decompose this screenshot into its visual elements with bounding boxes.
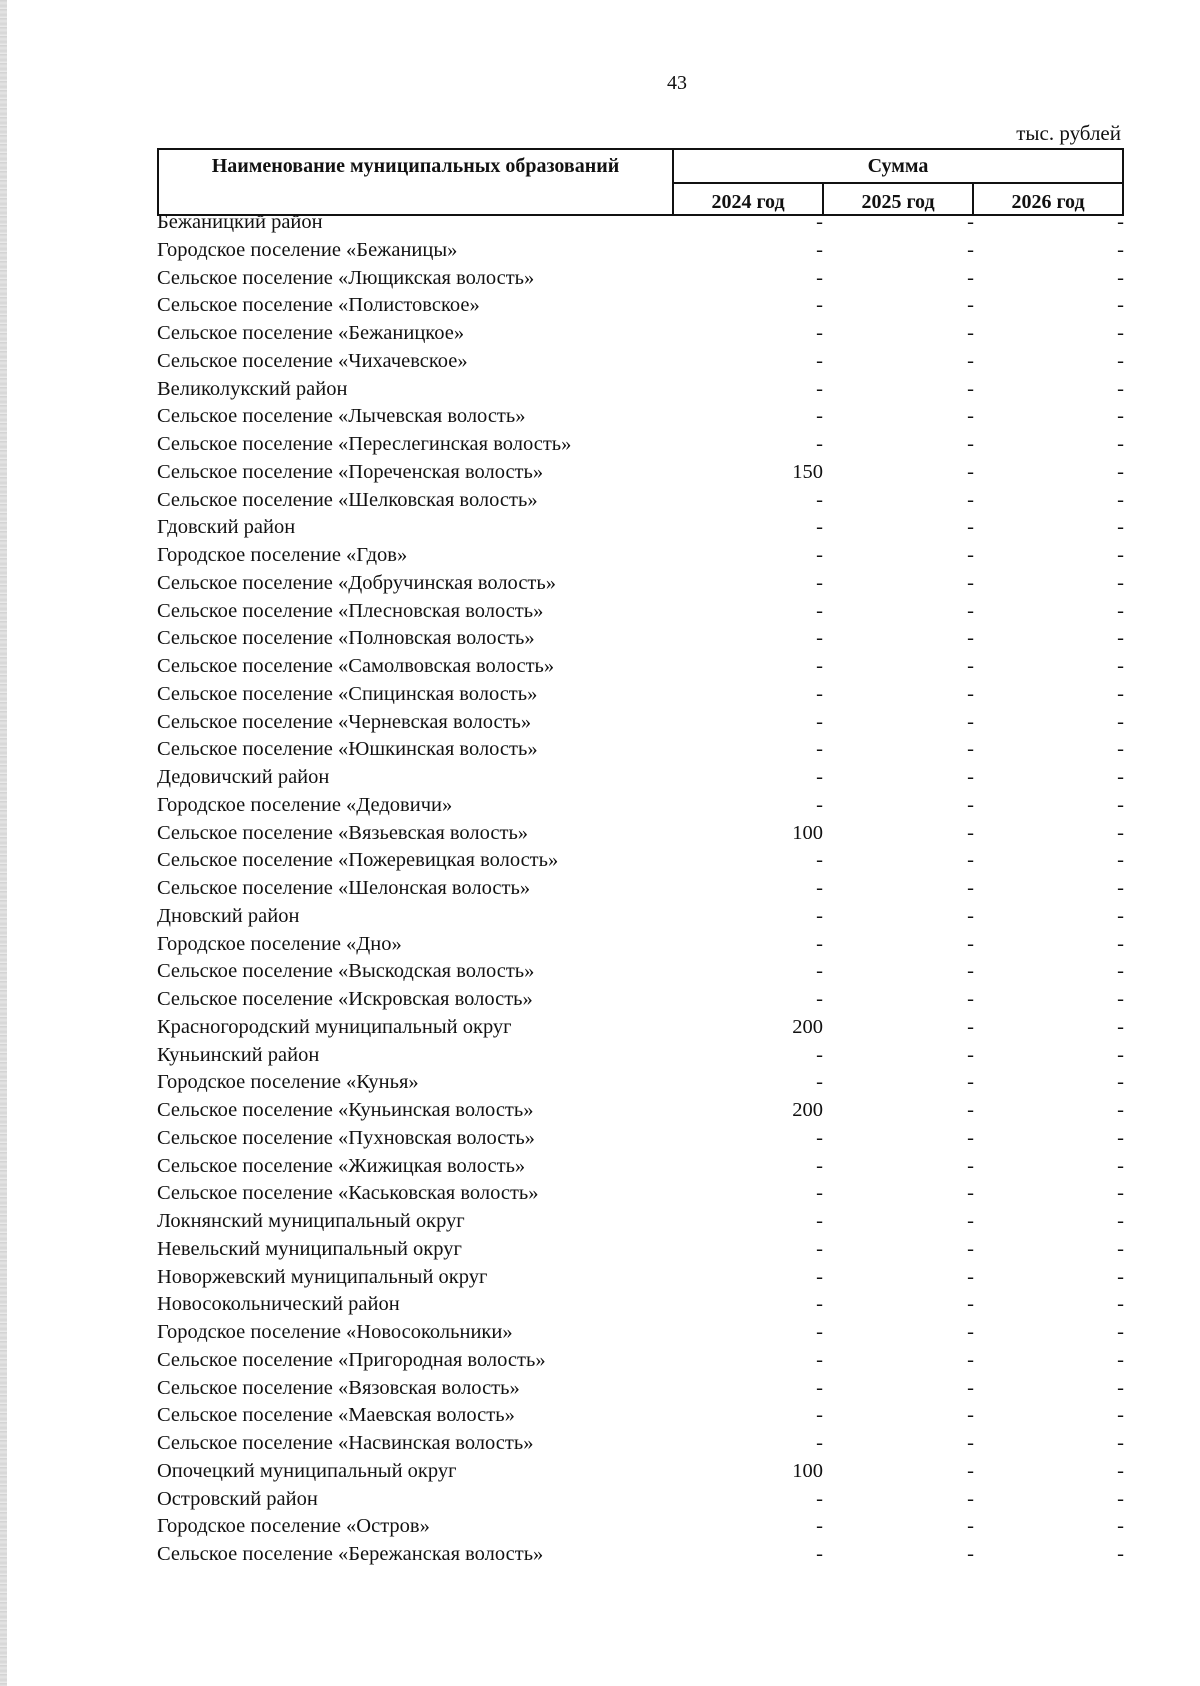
table-row bbox=[0, 1238, 1200, 1266]
value-2024: - bbox=[816, 932, 823, 955]
table-row bbox=[0, 766, 1200, 794]
table-row bbox=[0, 544, 1200, 572]
value-2025: - bbox=[967, 793, 974, 816]
value-2026: - bbox=[1117, 460, 1124, 483]
value-2026: - bbox=[1117, 1376, 1124, 1399]
value-2024: 200 bbox=[792, 1015, 823, 1038]
value-2024: - bbox=[816, 1126, 823, 1149]
row-name: Городское поселение «Дно» bbox=[157, 932, 402, 955]
value-2025: - bbox=[967, 1376, 974, 1399]
value-2025: - bbox=[967, 988, 974, 1010]
value-2025: - bbox=[967, 1404, 974, 1427]
table-row bbox=[0, 683, 1200, 711]
value-2025: - bbox=[967, 1543, 974, 1565]
row-name: Городское поселение «Остров» bbox=[157, 1515, 430, 1538]
value-2025: - bbox=[967, 1515, 974, 1538]
value-2025: - bbox=[967, 1210, 974, 1232]
table-row bbox=[0, 1432, 1200, 1460]
value-2024: - bbox=[816, 1404, 823, 1427]
value-2024: - bbox=[816, 544, 823, 566]
row-name: Сельское поселение «Черневская волость» bbox=[157, 710, 532, 733]
table-row bbox=[0, 1155, 1200, 1183]
row-name: Сельское поселение «Куньинская волость» bbox=[157, 1099, 534, 1121]
value-2025: - bbox=[967, 1126, 974, 1149]
table-row bbox=[0, 378, 1200, 406]
value-2026: - bbox=[1117, 1515, 1124, 1538]
value-2026: - bbox=[1117, 1293, 1124, 1316]
value-2025: - bbox=[967, 1154, 974, 1177]
value-2026: - bbox=[1117, 1071, 1124, 1094]
row-name: Сельское поселение «Добручинская волость» bbox=[157, 571, 556, 594]
value-2024: - bbox=[816, 294, 823, 317]
value-2024: - bbox=[816, 1376, 823, 1399]
row-name: Сельское поселение «Каськовская волость» bbox=[157, 1182, 539, 1205]
table-row bbox=[0, 1182, 1200, 1210]
value-2024: - bbox=[816, 1432, 823, 1454]
table-row bbox=[0, 211, 1200, 239]
value-2026: - bbox=[1117, 1126, 1124, 1149]
value-2026: - bbox=[1117, 571, 1124, 594]
table-row bbox=[0, 572, 1200, 600]
value-2025: - bbox=[967, 571, 974, 594]
row-name: Опочецкий муниципальный округ bbox=[157, 1459, 457, 1482]
value-2024: - bbox=[816, 1543, 823, 1565]
value-2024: 100 bbox=[792, 1459, 823, 1482]
value-2024: - bbox=[816, 710, 823, 733]
units-label: тыс. рублей bbox=[1016, 121, 1121, 145]
table-row bbox=[0, 877, 1200, 905]
value-2026: - bbox=[1117, 738, 1124, 761]
table-row bbox=[0, 1016, 1200, 1044]
value-2025: - bbox=[967, 1237, 974, 1260]
value-2026: - bbox=[1117, 1182, 1124, 1205]
row-name: Сельское поселение «Жижицкая волость» bbox=[157, 1154, 526, 1177]
value-2024: - bbox=[816, 488, 823, 511]
row-name: Сельское поселение «Полновская волость» bbox=[157, 627, 535, 650]
value-2025: - bbox=[967, 516, 974, 539]
table-row bbox=[0, 267, 1200, 295]
value-2024: - bbox=[816, 904, 823, 927]
value-2025: - bbox=[967, 322, 974, 344]
value-2024: - bbox=[816, 1348, 823, 1371]
table-row bbox=[0, 600, 1200, 628]
value-2026: - bbox=[1117, 238, 1124, 261]
value-2026: - bbox=[1117, 849, 1124, 872]
value-2024: - bbox=[816, 682, 823, 705]
value-2026: - bbox=[1117, 1459, 1124, 1482]
value-2026: - bbox=[1117, 932, 1124, 955]
value-2026: - bbox=[1117, 1321, 1124, 1343]
value-2026: - bbox=[1117, 1404, 1124, 1427]
row-name: Сельское поселение «Лющикская волость» bbox=[157, 266, 535, 289]
table-row bbox=[0, 738, 1200, 766]
table-row bbox=[0, 933, 1200, 961]
value-2025: - bbox=[967, 433, 974, 455]
name-column-header: Наименование муниципальных образований bbox=[158, 149, 673, 215]
table-row bbox=[0, 350, 1200, 378]
table-row bbox=[0, 1377, 1200, 1405]
value-2026: - bbox=[1117, 211, 1124, 233]
value-2026: - bbox=[1117, 682, 1124, 705]
sum-column-header: Сумма bbox=[673, 149, 1123, 183]
value-2025: - bbox=[967, 1432, 974, 1454]
value-2026: - bbox=[1117, 1237, 1124, 1260]
value-2024: - bbox=[816, 405, 823, 428]
value-2025: - bbox=[967, 1043, 974, 1066]
table-row bbox=[0, 322, 1200, 350]
value-2026: - bbox=[1117, 1210, 1124, 1232]
row-name: Сельское поселение «Переслегинская волость» bbox=[157, 433, 572, 455]
value-2024: 150 bbox=[792, 460, 823, 483]
row-name: Сельское поселение «Шелковская волость» bbox=[157, 488, 538, 511]
value-2026: - bbox=[1117, 1265, 1124, 1288]
row-name: Сельское поселение «Выскодская волость» bbox=[157, 960, 535, 983]
table-row bbox=[0, 1099, 1200, 1127]
row-name: Гдовский район bbox=[157, 516, 296, 539]
value-2026: - bbox=[1117, 294, 1124, 317]
table-row bbox=[0, 655, 1200, 683]
row-name: Городское поселение «Дедовичи» bbox=[157, 793, 453, 816]
value-2024: - bbox=[816, 793, 823, 816]
table-row bbox=[0, 1293, 1200, 1321]
table-row bbox=[0, 1404, 1200, 1432]
value-2025: - bbox=[967, 544, 974, 566]
value-2024: - bbox=[816, 211, 823, 233]
value-2026: - bbox=[1117, 266, 1124, 289]
value-2026: - bbox=[1117, 322, 1124, 344]
value-2025: - bbox=[967, 1071, 974, 1094]
row-name: Невельский муниципальный округ bbox=[157, 1237, 462, 1260]
value-2024: - bbox=[816, 238, 823, 261]
table-row bbox=[0, 1071, 1200, 1099]
row-name: Новоржевский муниципальный округ bbox=[157, 1265, 488, 1288]
value-2024: - bbox=[816, 433, 823, 455]
table-row bbox=[0, 239, 1200, 267]
value-2026: - bbox=[1117, 1432, 1124, 1454]
value-2025: - bbox=[967, 710, 974, 733]
value-2026: - bbox=[1117, 1543, 1124, 1565]
value-2026: - bbox=[1117, 821, 1124, 844]
value-2026: - bbox=[1117, 877, 1124, 899]
value-2025: - bbox=[967, 766, 974, 788]
value-2025: - bbox=[967, 1182, 974, 1205]
row-name: Сельское поселение «Насвинская волость» bbox=[157, 1432, 534, 1454]
value-2025: - bbox=[967, 266, 974, 289]
row-name: Сельское поселение «Самолвовская волость» bbox=[157, 655, 555, 677]
value-2024: - bbox=[816, 1515, 823, 1538]
year-2025-header: 2025 год bbox=[823, 183, 973, 215]
value-2025: - bbox=[967, 349, 974, 372]
table-row bbox=[0, 1460, 1200, 1488]
value-2026: - bbox=[1117, 960, 1124, 983]
value-2025: - bbox=[967, 377, 974, 400]
row-name: Красногородский муниципальный округ bbox=[157, 1015, 512, 1038]
table-body bbox=[0, 211, 1200, 1571]
row-name: Сельское поселение «Лычевская волость» bbox=[157, 405, 526, 428]
value-2024: - bbox=[816, 1182, 823, 1205]
year-2026-header: 2026 год bbox=[973, 183, 1123, 215]
value-2025: - bbox=[967, 294, 974, 317]
table-row bbox=[0, 822, 1200, 850]
year-2024-header: 2024 год bbox=[673, 183, 823, 215]
table-row bbox=[0, 1266, 1200, 1294]
value-2025: - bbox=[967, 932, 974, 955]
row-name: Куньинский район bbox=[157, 1043, 320, 1066]
value-2026: - bbox=[1117, 405, 1124, 428]
value-2025: - bbox=[967, 1487, 974, 1510]
value-2025: - bbox=[967, 1348, 974, 1371]
value-2024: - bbox=[816, 1487, 823, 1510]
value-2024: - bbox=[816, 627, 823, 650]
table-row bbox=[0, 405, 1200, 433]
value-2026: - bbox=[1117, 1348, 1124, 1371]
value-2026: - bbox=[1117, 1043, 1124, 1066]
row-name: Городское поселение «Бежаницы» bbox=[157, 238, 458, 261]
value-2024: - bbox=[816, 266, 823, 289]
value-2026: - bbox=[1117, 433, 1124, 455]
row-name: Сельское поселение «Пухновская волость» bbox=[157, 1126, 535, 1149]
row-name: Сельское поселение «Спицинская волость» bbox=[157, 682, 538, 705]
value-2024: - bbox=[816, 599, 823, 622]
value-2025: - bbox=[967, 1265, 974, 1288]
table-row bbox=[0, 294, 1200, 322]
table-row bbox=[0, 1488, 1200, 1516]
table-row bbox=[0, 627, 1200, 655]
value-2026: - bbox=[1117, 488, 1124, 511]
row-name: Городское поселение «Кунья» bbox=[157, 1071, 419, 1094]
value-2024: 100 bbox=[792, 821, 823, 844]
row-name: Сельское поселение «Плесновская волость» bbox=[157, 599, 544, 622]
value-2025: - bbox=[967, 960, 974, 983]
value-2025: - bbox=[967, 1459, 974, 1482]
value-2026: - bbox=[1117, 1487, 1124, 1510]
row-name: Сельское поселение «Маевская волость» bbox=[157, 1404, 515, 1427]
table-row bbox=[0, 1543, 1200, 1571]
value-2024: - bbox=[816, 571, 823, 594]
value-2024: - bbox=[816, 655, 823, 677]
table-row bbox=[0, 794, 1200, 822]
value-2025: - bbox=[967, 488, 974, 511]
row-name: Островский район bbox=[157, 1487, 318, 1510]
table-row bbox=[0, 1210, 1200, 1238]
value-2024: - bbox=[816, 738, 823, 761]
row-name: Локнянский муниципальный округ bbox=[157, 1210, 465, 1232]
table-row bbox=[0, 433, 1200, 461]
row-name: Сельское поселение «Искровская волость» bbox=[157, 988, 533, 1010]
row-name: Сельское поселение «Пореченская волость» bbox=[157, 460, 544, 483]
table-row bbox=[0, 849, 1200, 877]
value-2025: - bbox=[967, 738, 974, 761]
value-2025: - bbox=[967, 1321, 974, 1343]
value-2026: - bbox=[1117, 1015, 1124, 1038]
row-name: Городское поселение «Новосокольники» bbox=[157, 1321, 513, 1343]
table-row bbox=[0, 1515, 1200, 1543]
value-2024: - bbox=[816, 1237, 823, 1260]
value-2026: - bbox=[1117, 516, 1124, 539]
row-name: Сельское поселение «Полистовское» bbox=[157, 294, 480, 317]
value-2025: - bbox=[967, 655, 974, 677]
value-2025: - bbox=[967, 821, 974, 844]
value-2026: - bbox=[1117, 793, 1124, 816]
value-2024: - bbox=[816, 766, 823, 788]
value-2026: - bbox=[1117, 377, 1124, 400]
table-row bbox=[0, 988, 1200, 1016]
table-header bbox=[157, 148, 1124, 216]
value-2024: - bbox=[816, 516, 823, 539]
value-2026: - bbox=[1117, 1154, 1124, 1177]
value-2024: - bbox=[816, 877, 823, 899]
table-row bbox=[0, 711, 1200, 739]
table-row bbox=[0, 1349, 1200, 1377]
row-name: Сельское поселение «Юшкинская волость» bbox=[157, 738, 538, 761]
row-name: Сельское поселение «Шелонская волость» bbox=[157, 877, 531, 899]
table-row bbox=[0, 516, 1200, 544]
value-2024: - bbox=[816, 1293, 823, 1316]
value-2025: - bbox=[967, 238, 974, 261]
value-2024: - bbox=[816, 377, 823, 400]
value-2026: - bbox=[1117, 988, 1124, 1010]
value-2024: - bbox=[816, 1071, 823, 1094]
value-2026: - bbox=[1117, 904, 1124, 927]
row-name: Сельское поселение «Бережанская волость» bbox=[157, 1543, 544, 1565]
value-2025: - bbox=[967, 682, 974, 705]
row-name: Дновский район bbox=[157, 904, 300, 927]
value-2025: - bbox=[967, 211, 974, 233]
row-name: Сельское поселение «Пригородная волость» bbox=[157, 1348, 546, 1371]
row-name: Городское поселение «Гдов» bbox=[157, 544, 408, 566]
value-2026: - bbox=[1117, 710, 1124, 733]
table-row bbox=[0, 489, 1200, 517]
table-row bbox=[0, 1127, 1200, 1155]
value-2024: - bbox=[816, 322, 823, 344]
value-2024: - bbox=[816, 1154, 823, 1177]
value-2024: - bbox=[816, 1265, 823, 1288]
value-2024: - bbox=[816, 1321, 823, 1343]
page-number: 43 bbox=[667, 72, 687, 94]
value-2025: - bbox=[967, 599, 974, 622]
value-2024: - bbox=[816, 1210, 823, 1232]
value-2025: - bbox=[967, 1099, 974, 1121]
value-2024: - bbox=[816, 1043, 823, 1066]
value-2025: - bbox=[967, 460, 974, 483]
value-2026: - bbox=[1117, 349, 1124, 372]
table-row bbox=[0, 1044, 1200, 1072]
row-name: Сельское поселение «Вязовская волость» bbox=[157, 1376, 520, 1399]
value-2025: - bbox=[967, 904, 974, 927]
row-name: Сельское поселение «Пожеревицкая волость» bbox=[157, 849, 559, 872]
row-name: Бежаницкий район bbox=[157, 211, 323, 233]
row-name: Сельское поселение «Бежаницкое» bbox=[157, 322, 465, 344]
value-2024: - bbox=[816, 988, 823, 1010]
value-2024: - bbox=[816, 349, 823, 372]
value-2025: - bbox=[967, 1293, 974, 1316]
value-2024: - bbox=[816, 849, 823, 872]
value-2026: - bbox=[1117, 766, 1124, 788]
row-name: Новосокольнический район bbox=[157, 1293, 400, 1316]
value-2025: - bbox=[967, 849, 974, 872]
table-row bbox=[0, 461, 1200, 489]
value-2026: - bbox=[1117, 627, 1124, 650]
row-name: Сельское поселение «Чихачевское» bbox=[157, 349, 468, 372]
value-2024: - bbox=[816, 960, 823, 983]
value-2025: - bbox=[967, 877, 974, 899]
row-name: Сельское поселение «Вязьевская волость» bbox=[157, 821, 529, 844]
row-name: Дедовичский район bbox=[157, 766, 330, 788]
value-2026: - bbox=[1117, 655, 1124, 677]
table-row bbox=[0, 1321, 1200, 1349]
row-name: Великолукский район bbox=[157, 377, 348, 400]
value-2026: - bbox=[1117, 544, 1124, 566]
value-2024: 200 bbox=[792, 1099, 823, 1121]
value-2025: - bbox=[967, 1015, 974, 1038]
value-2026: - bbox=[1117, 599, 1124, 622]
value-2026: - bbox=[1117, 1099, 1124, 1121]
value-2025: - bbox=[967, 405, 974, 428]
value-2025: - bbox=[967, 627, 974, 650]
table-row bbox=[0, 960, 1200, 988]
table-row bbox=[0, 905, 1200, 933]
